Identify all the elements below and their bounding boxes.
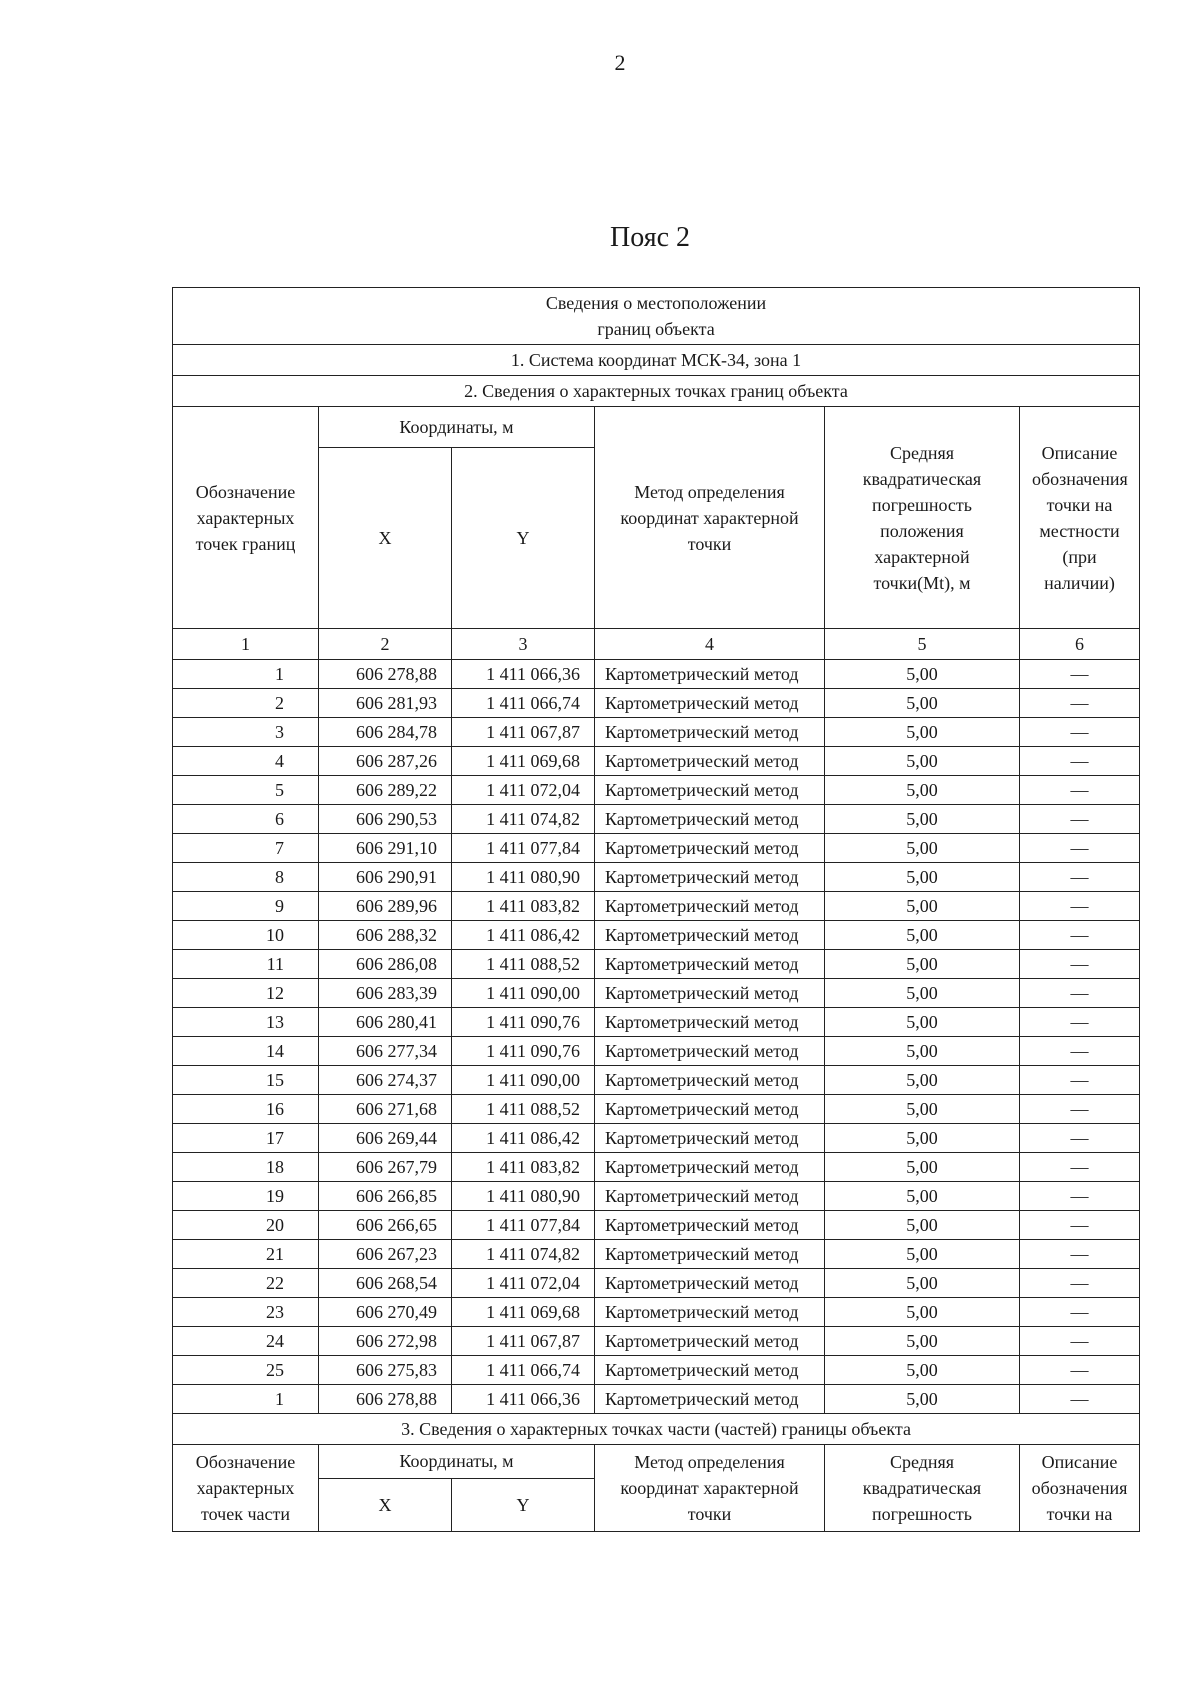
table-row	[173, 660, 1140, 689]
accuracy-cell: 5,00	[825, 1153, 1020, 1182]
coordinate-y-cell: 1 411 066,74	[452, 689, 595, 718]
header-point-designation: Обозначение характерных точек границ	[173, 407, 319, 629]
coordinate-x-cell: 606 266,85	[319, 1182, 452, 1211]
point-number-cell: 17	[173, 1124, 319, 1153]
method-cell: Картометрический метод	[595, 1211, 825, 1240]
description-cell: —	[1020, 892, 1140, 921]
coordinate-y-cell: 1 411 077,84	[452, 834, 595, 863]
coordinate-x-cell: 606 288,32	[319, 921, 452, 950]
coordinate-x-cell: 606 278,88	[319, 1385, 452, 1414]
header2-accuracy: Средняя квадратическая погрешность	[825, 1445, 1020, 1532]
point-number-cell: 4	[173, 747, 319, 776]
method-cell: Картометрический метод	[595, 950, 825, 979]
coordinate-y-cell: 1 411 086,42	[452, 1124, 595, 1153]
coordinate-x-cell: 606 290,91	[319, 863, 452, 892]
description-cell: —	[1020, 1124, 1140, 1153]
header-accuracy: Средняя квадратическая погрешность положения характерной точки(Mt), м	[825, 407, 1020, 629]
description-cell: —	[1020, 747, 1140, 776]
method-cell: Картометрический метод	[595, 1037, 825, 1066]
table-row	[173, 834, 1140, 863]
method-cell: Картометрический метод	[595, 1153, 825, 1182]
table-row	[173, 1124, 1140, 1153]
point-number-cell: 9	[173, 892, 319, 921]
coordinate-x-cell: 606 284,78	[319, 718, 452, 747]
coordinate-y-cell: 1 411 067,87	[452, 1327, 595, 1356]
coordinate-y-cell: 1 411 074,82	[452, 805, 595, 834]
point-number-cell: 13	[173, 1008, 319, 1037]
coordinate-y-cell: 1 411 083,82	[452, 1153, 595, 1182]
header2-coordinates: Координаты, м	[319, 1445, 595, 1479]
accuracy-cell: 5,00	[825, 1182, 1020, 1211]
table-row	[173, 689, 1140, 718]
table-row	[173, 863, 1140, 892]
table-row	[173, 776, 1140, 805]
description-cell: —	[1020, 1269, 1140, 1298]
accuracy-cell: 5,00	[825, 1095, 1020, 1124]
coordinate-y-cell: 1 411 080,90	[452, 1182, 595, 1211]
table-row	[173, 1356, 1140, 1385]
point-number-cell: 8	[173, 863, 319, 892]
coordinate-y-cell: 1 411 067,87	[452, 718, 595, 747]
coordinate-x-cell: 606 267,79	[319, 1153, 452, 1182]
method-cell: Картометрический метод	[595, 1095, 825, 1124]
method-cell: Картометрический метод	[595, 979, 825, 1008]
header-description: Описание обозначения точки на местности (при наличии)	[1020, 407, 1140, 629]
description-cell: —	[1020, 1298, 1140, 1327]
description-cell: —	[1020, 1153, 1140, 1182]
point-number-cell: 5	[173, 776, 319, 805]
method-cell: Картометрический метод	[595, 747, 825, 776]
point-number-cell: 23	[173, 1298, 319, 1327]
coordinate-y-cell: 1 411 090,76	[452, 1037, 595, 1066]
description-cell: —	[1020, 1385, 1140, 1414]
accuracy-cell: 5,00	[825, 1385, 1020, 1414]
table-row	[173, 1269, 1140, 1298]
description-cell: —	[1020, 1095, 1140, 1124]
accuracy-cell: 5,00	[825, 979, 1020, 1008]
coordinate-y-cell: 1 411 088,52	[452, 950, 595, 979]
method-cell: Картометрический метод	[595, 1298, 825, 1327]
header-method: Метод определения координат характерной точки	[595, 407, 825, 629]
point-number-cell: 20	[173, 1211, 319, 1240]
coordinate-y-cell: 1 411 066,36	[452, 1385, 595, 1414]
boundary-points-body	[173, 660, 1140, 1414]
coordinate-x-cell: 606 267,23	[319, 1240, 452, 1269]
accuracy-cell: 5,00	[825, 718, 1020, 747]
method-cell: Картометрический метод	[595, 834, 825, 863]
method-cell: Картометрический метод	[595, 1385, 825, 1414]
method-cell: Картометрический метод	[595, 921, 825, 950]
accuracy-cell: 5,00	[825, 1211, 1020, 1240]
table-row	[173, 1240, 1140, 1269]
point-number-cell: 22	[173, 1269, 319, 1298]
section-part-points: 3. Сведения о характерных точках части (частей) границы объекта	[173, 1414, 1140, 1445]
coordinate-x-cell: 606 275,83	[319, 1356, 452, 1385]
coordinate-y-cell: 1 411 077,84	[452, 1211, 595, 1240]
header-coordinates: Координаты, м	[319, 407, 595, 448]
header-y: Y	[452, 448, 595, 629]
header-x: X	[319, 448, 452, 629]
table-row	[173, 1385, 1140, 1414]
accuracy-cell: 5,00	[825, 921, 1020, 950]
method-cell: Картометрический метод	[595, 892, 825, 921]
column-number: 5	[825, 629, 1020, 660]
coordinate-x-cell: 606 283,39	[319, 979, 452, 1008]
point-number-cell: 1	[173, 1385, 319, 1414]
column-number: 3	[452, 629, 595, 660]
method-cell: Картометрический метод	[595, 689, 825, 718]
method-cell: Картометрический метод	[595, 776, 825, 805]
description-cell: —	[1020, 1037, 1140, 1066]
description-cell: —	[1020, 660, 1140, 689]
coordinate-x-cell: 606 281,93	[319, 689, 452, 718]
description-cell: —	[1020, 689, 1140, 718]
method-cell: Картометрический метод	[595, 1066, 825, 1095]
point-number-cell: 2	[173, 689, 319, 718]
method-cell: Картометрический метод	[595, 1356, 825, 1385]
table-row	[173, 1037, 1140, 1066]
coordinate-y-cell: 1 411 074,82	[452, 1240, 595, 1269]
point-number-cell: 6	[173, 805, 319, 834]
coordinate-x-cell: 606 278,88	[319, 660, 452, 689]
description-cell: —	[1020, 1066, 1140, 1095]
point-number-cell: 16	[173, 1095, 319, 1124]
point-number-cell: 21	[173, 1240, 319, 1269]
point-number-cell: 24	[173, 1327, 319, 1356]
coordinate-x-cell: 606 266,65	[319, 1211, 452, 1240]
coordinate-x-cell: 606 291,10	[319, 834, 452, 863]
accuracy-cell: 5,00	[825, 892, 1020, 921]
accuracy-cell: 5,00	[825, 863, 1020, 892]
section-coordinate-system: 1. Система координат МСК-34, зона 1	[173, 345, 1140, 376]
accuracy-cell: 5,00	[825, 1124, 1020, 1153]
point-number-cell: 7	[173, 834, 319, 863]
point-number-cell: 12	[173, 979, 319, 1008]
method-cell: Картометрический метод	[595, 1182, 825, 1211]
coordinate-y-cell: 1 411 090,00	[452, 979, 595, 1008]
table-row	[173, 1066, 1140, 1095]
table-row	[173, 1182, 1140, 1211]
table-row	[173, 950, 1140, 979]
coordinate-x-cell: 606 270,49	[319, 1298, 452, 1327]
point-number-cell: 3	[173, 718, 319, 747]
accuracy-cell: 5,00	[825, 1269, 1020, 1298]
table-title: Сведения о местоположении границ объекта	[173, 288, 1140, 345]
header2-description: Описание обозначения точки на	[1020, 1445, 1140, 1532]
description-cell: —	[1020, 1211, 1140, 1240]
description-cell: —	[1020, 950, 1140, 979]
section-boundary-points: 2. Сведения о характерных точках границ объекта	[173, 376, 1140, 407]
description-cell: —	[1020, 979, 1140, 1008]
accuracy-cell: 5,00	[825, 1356, 1020, 1385]
description-cell: —	[1020, 834, 1140, 863]
description-cell: —	[1020, 863, 1140, 892]
coordinate-x-cell: 606 289,22	[319, 776, 452, 805]
coordinate-x-cell: 606 289,96	[319, 892, 452, 921]
method-cell: Картометрический метод	[595, 1008, 825, 1037]
description-cell: —	[1020, 1008, 1140, 1037]
accuracy-cell: 5,00	[825, 776, 1020, 805]
coordinate-x-cell: 606 269,44	[319, 1124, 452, 1153]
method-cell: Картометрический метод	[595, 660, 825, 689]
table-row	[173, 921, 1140, 950]
accuracy-cell: 5,00	[825, 689, 1020, 718]
coordinate-y-cell: 1 411 086,42	[452, 921, 595, 950]
description-cell: —	[1020, 1240, 1140, 1269]
accuracy-cell: 5,00	[825, 950, 1020, 979]
point-number-cell: 11	[173, 950, 319, 979]
coordinate-y-cell: 1 411 090,76	[452, 1008, 595, 1037]
coordinate-x-cell: 606 274,37	[319, 1066, 452, 1095]
column-number: 2	[319, 629, 452, 660]
method-cell: Картометрический метод	[595, 1124, 825, 1153]
coordinate-y-cell: 1 411 069,68	[452, 1298, 595, 1327]
description-cell: —	[1020, 921, 1140, 950]
header2-method: Метод определения координат характерной точки	[595, 1445, 825, 1532]
point-number-cell: 19	[173, 1182, 319, 1211]
description-cell: —	[1020, 718, 1140, 747]
page-number: 2	[614, 50, 626, 75]
zone-title: Пояс 2	[610, 222, 690, 253]
table-row	[173, 1298, 1140, 1327]
header2-point-designation: Обозначение характерных точек части	[173, 1445, 319, 1532]
point-number-cell: 15	[173, 1066, 319, 1095]
description-cell: —	[1020, 1182, 1140, 1211]
coordinate-y-cell: 1 411 072,04	[452, 1269, 595, 1298]
accuracy-cell: 5,00	[825, 834, 1020, 863]
coordinate-x-cell: 606 268,54	[319, 1269, 452, 1298]
coordinate-x-cell: 606 290,53	[319, 805, 452, 834]
coordinate-x-cell: 606 287,26	[319, 747, 452, 776]
description-cell: —	[1020, 1327, 1140, 1356]
table-row	[173, 892, 1140, 921]
table-row	[173, 1095, 1140, 1124]
coordinate-y-cell: 1 411 088,52	[452, 1095, 595, 1124]
point-number-cell: 10	[173, 921, 319, 950]
point-number-cell: 18	[173, 1153, 319, 1182]
description-cell: —	[1020, 776, 1140, 805]
table-row	[173, 1211, 1140, 1240]
coordinate-x-cell: 606 272,98	[319, 1327, 452, 1356]
accuracy-cell: 5,00	[825, 1298, 1020, 1327]
column-number: 1	[173, 629, 319, 660]
accuracy-cell: 5,00	[825, 1066, 1020, 1095]
accuracy-cell: 5,00	[825, 1327, 1020, 1356]
accuracy-cell: 5,00	[825, 1008, 1020, 1037]
table-row	[173, 718, 1140, 747]
header2-y: Y	[452, 1479, 595, 1532]
coordinate-y-cell: 1 411 069,68	[452, 747, 595, 776]
column-number: 4	[595, 629, 825, 660]
table-row	[173, 1153, 1140, 1182]
coordinate-x-cell: 606 277,34	[319, 1037, 452, 1066]
table-row	[173, 747, 1140, 776]
coordinate-y-cell: 1 411 090,00	[452, 1066, 595, 1095]
coordinate-y-cell: 1 411 072,04	[452, 776, 595, 805]
method-cell: Картометрический метод	[595, 863, 825, 892]
coordinate-x-cell: 606 286,08	[319, 950, 452, 979]
point-number-cell: 1	[173, 660, 319, 689]
method-cell: Картометрический метод	[595, 1240, 825, 1269]
description-cell: —	[1020, 1356, 1140, 1385]
method-cell: Картометрический метод	[595, 1327, 825, 1356]
coordinate-y-cell: 1 411 066,36	[452, 660, 595, 689]
accuracy-cell: 5,00	[825, 1240, 1020, 1269]
method-cell: Картометрический метод	[595, 1269, 825, 1298]
accuracy-cell: 5,00	[825, 805, 1020, 834]
table-row	[173, 979, 1140, 1008]
table-row	[173, 1008, 1140, 1037]
accuracy-cell: 5,00	[825, 747, 1020, 776]
coordinate-y-cell: 1 411 080,90	[452, 863, 595, 892]
boundary-points-table	[172, 287, 1140, 1532]
coordinate-x-cell: 606 271,68	[319, 1095, 452, 1124]
table-row	[173, 805, 1140, 834]
table-row	[173, 1327, 1140, 1356]
description-cell: —	[1020, 805, 1140, 834]
coordinate-y-cell: 1 411 066,74	[452, 1356, 595, 1385]
coordinate-x-cell: 606 280,41	[319, 1008, 452, 1037]
header2-x: X	[319, 1479, 452, 1532]
method-cell: Картометрический метод	[595, 718, 825, 747]
coordinate-y-cell: 1 411 083,82	[452, 892, 595, 921]
method-cell: Картометрический метод	[595, 805, 825, 834]
point-number-cell: 14	[173, 1037, 319, 1066]
point-number-cell: 25	[173, 1356, 319, 1385]
accuracy-cell: 5,00	[825, 660, 1020, 689]
column-number: 6	[1020, 629, 1140, 660]
accuracy-cell: 5,00	[825, 1037, 1020, 1066]
